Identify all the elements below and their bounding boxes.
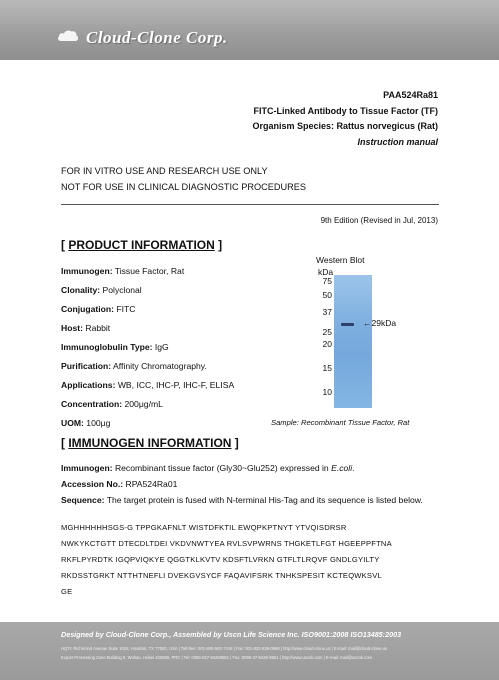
kda-unit-label: kDa <box>318 267 334 277</box>
marker-75: 75 <box>322 276 332 286</box>
immunogen-description: Immunogen: Recombinant tissue factor (Gly30~Glu252) expressed in E.coli. <box>61 463 355 473</box>
field-concentration: Concentration: 200μg/mL <box>61 399 163 409</box>
footer-credits: Designed by Cloud-Clone Corp., Assembled by Uscn Life Science Inc. ISO9001:2008 ISO13485:2003 <box>61 630 402 639</box>
field-immunogen: Immunogen: Tissue Factor, Rat <box>61 266 185 276</box>
document-type: Instruction manual <box>357 137 438 147</box>
cloud-logo-icon <box>57 28 79 44</box>
field-clonality: Clonality: Polyclonal <box>61 285 142 295</box>
immunogen-info-heading: [ IMMUNOGEN INFORMATION ] <box>61 436 239 450</box>
edition-note: 9th Edition (Revised in Jul, 2013) <box>320 216 438 225</box>
western-blot-title: Western Blot <box>316 255 365 265</box>
sequence-line-4: RKDSSTGRKT NTTHTNEFLI DVEKGVSYCF FAQAVIFSRK TNHKSPESIT KCTEQWKSVL <box>61 571 382 580</box>
usage-line-2: NOT FOR USE IN CLINICAL DIAGNOSTIC PROCEDURES <box>61 182 307 192</box>
field-conjugation: Conjugation: FITC <box>61 304 136 314</box>
blot-lane-image <box>334 275 372 408</box>
marker-15: 15 <box>322 363 332 373</box>
divider <box>61 204 439 205</box>
field-purification: Purification: Affinity Chromatography. <box>61 361 207 371</box>
field-uom: UOM: 100μg <box>61 418 111 428</box>
immunogen-info-title: IMMUNOGEN INFORMATION <box>68 436 232 450</box>
marker-10: 10 <box>322 387 332 397</box>
product-info-title: PRODUCT INFORMATION <box>68 238 215 252</box>
marker-37: 37 <box>322 307 332 317</box>
blot-band <box>341 323 354 326</box>
accession-number: Accession No.: RPA524Ra01 <box>61 479 178 489</box>
marker-25: 25 <box>322 327 332 337</box>
company-logo-text: Cloud-Clone Corp. <box>86 28 228 47</box>
product-info-heading: [ PRODUCT INFORMATION ] <box>61 238 223 252</box>
footer-address-us: HQTI: Richmond Avenue Suite 1018, Houston, TX 77082, USA | Toll-free: 001-800-562-7418 | Fax: 001-832-538-0988 | http://www.cloud-clone.us | E-mail: mail@cloud-clone.us <box>61 646 388 651</box>
field-immunoglobulin-type: Immunoglobulin Type: IgG <box>61 342 169 352</box>
product-code: PAA524Ra81 <box>383 90 438 100</box>
sequence-line-3: RKFLPYRDTK IGQPVIQKYE QGGTKLKVTV KDSFTLVRKN GTFLTLRQVF GNDLGYILTY <box>61 555 380 564</box>
blot-caption: Sample: Recombinant Tissue Factor, Rat <box>271 418 410 427</box>
sequence-description: Sequence: The target protein is fused with N-terminal His-Tag and its sequence is listed below. <box>61 495 423 505</box>
marker-50: 50 <box>322 290 332 300</box>
field-host: Host: Rabbit <box>61 323 111 333</box>
field-applications: Applications: WB, ICC, IHC-P, IHC-F, ELISA <box>61 380 235 390</box>
marker-20: 20 <box>322 339 332 349</box>
organism-species: Organism Species: Rattus norvegicus (Rat) <box>252 121 438 131</box>
sequence-line-5: GE <box>61 587 73 596</box>
product-name: FITC-Linked Antibody to Tissue Factor (TF) <box>253 106 438 116</box>
sequence-line-1: MGHHHHHHSGS-G TPPGKAFNLT WISTDFKTIL EWQPKPTNYT YTVQISDRSR <box>61 523 347 532</box>
footer-address-cn: Export Processing Zone Building 8, Wuhan, Hubei 430056, PRC | Tel: 0086-027-84259551 | Fax: 0086-27-8425-9551 | http://www.uscnk.com | E-mail: mail@uscnk.com <box>61 655 373 660</box>
sequence-line-2: NWKYKCTGTT DTECDLTDEI VKDVNWTYEA RVLSVPWRNS THGKETLFGT HGEEPPFTNA <box>61 539 392 548</box>
usage-line-1: FOR IN VITRO USE AND RESEARCH USE ONLY <box>61 166 268 176</box>
band-size-label: ←29kDa <box>363 318 397 328</box>
